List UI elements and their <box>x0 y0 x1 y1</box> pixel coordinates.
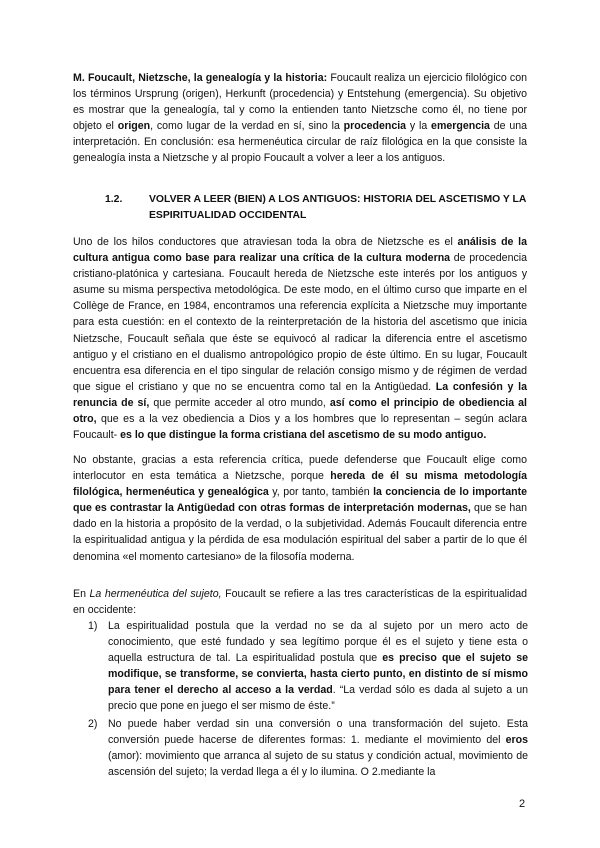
paragraph-hermeneutics-intro <box>73 586 527 618</box>
bold-phrase: hereda de él su misma metodología filológica, hermenéutica y genealógica <box>73 470 527 499</box>
page-number: 2 <box>519 798 526 810</box>
bold-term-procedencia: procedencia <box>343 120 407 133</box>
book-title: La hermenéutica del sujeto, <box>89 588 222 600</box>
bold-term-origen: origen <box>117 120 151 133</box>
paragraph-antiquity <box>73 234 527 443</box>
text-run: En <box>73 588 90 600</box>
bold-term-eros: eros <box>505 734 528 747</box>
bold-phrase: la conciencia de lo importante que es contrastar la Antigüedad con otras formas de interpretación modernas, <box>73 486 527 515</box>
bold-phrase: es lo que distingue la forma cristiana del ascetismo de su modo antiguo. <box>120 429 487 442</box>
list-marker: 2) <box>88 718 98 730</box>
text-run: No obstante, gracias a esta referencia crítica, puede defenderse que Foucault elige como interlocutor en esta temática a Nietzsche, porque <box>73 454 527 483</box>
bold-phrase: así como el principio de obediencia al otro, <box>73 396 527 426</box>
text-run: Foucault realiza un ejercicio filológico con los términos Ursprung (origen), Herkunft (procedencia) y Entstehung (emergencia). Su objetivo es mostrar que la genealogía, tal y como la entienden tanto Nietzsche como él, no tiene por objeto el <box>73 72 527 133</box>
text-run: No puede haber verdad sin una conversión o una transformación del sujeto. Esta conversión puede hacerse de diferentes formas: 1. mediante el movimiento del <box>108 718 528 747</box>
paragraph-genealogy <box>73 70 527 167</box>
text-run: de una interpretación. En conclusión: esa hermenéutica circular de raíz filológica en la que consiste la genealogía insta a Nietzsche y al propio Foucault a volver a leer a los antiguos. <box>73 120 528 165</box>
section-number: 1.2. <box>105 194 123 205</box>
text-run: (amor): movimiento que arranca al sujeto de su status y condición actual, movimiento de ascensión del sujeto; la verdad llega a él y lo ilumina. O 2.mediante la <box>108 750 528 779</box>
list-marker: 1) <box>88 620 98 632</box>
list-item-text <box>108 716 528 780</box>
paragraph-lead-title: M. Foucault, Nietzsche, la genealogía y la historia: <box>73 72 328 84</box>
text-run: que se han dado en la historia a propósito de la verdad, o la subjetividad. Además Foucault diferencia entre la espiritualidad antigua y la pérdida de esa modulación espiritual del saber a partir de lo que él denomina «el momento cartesiano» de la filosofía moderna. <box>73 502 528 563</box>
text-run: y la <box>406 120 432 133</box>
paragraph-methodology <box>73 452 527 565</box>
section-title: VOLVER A LEER (BIEN) A LOS ANTIGUOS: HISTORIA DEL ASCETISMO Y LA ESPIRITUALIDAD OCCIDENTAL <box>149 194 526 222</box>
bold-phrase: La confesión y la renuncia de sí, <box>73 380 527 409</box>
bold-term-emergencia: emergencia <box>431 120 490 133</box>
text-run: y, por tanto, también <box>268 486 374 499</box>
text-run: que permite acceder al otro mundo, <box>149 396 330 409</box>
text-run: Uno de los hilos conductores que atraviesan toda la obra de Nietzsche es el <box>73 236 458 248</box>
list-item-text <box>108 618 528 715</box>
text-run: , como lugar de la verdad en sí, sino la <box>150 120 344 133</box>
text-run: de procedencia cristiano-platónica y cartesiana. Foucault hereda de Nietzsche este interés por los antiguos y asume su misma perspectiva metodológica. De este modo, en el último curso que imparte en el Collège de France, en 1984, encontramos una referencia explícita a Nietzsche muy importante para esta cuestión: en el contexto de la reinterpretación de la historia del ascetismo que inicia Nietzsche, Foucault señala que éste se equivocó al radicar la diferencia entre el ascetismo antiguo y el cristiano en el dualismo antropológico propio de éste último. En su lugar, Foucault encuentra esa diferencia en el tipo singular de relación consigo mismo y de régimen de verdad que sigue el cristiano y que no se encuentra como tal en la Antigüedad. <box>73 252 527 393</box>
text-run: . “La verdad sólo es dada al sujeto a un precio que pone en juego el ser mismo de éste.” <box>108 684 529 713</box>
text-run: que es a la vez obediencia a Dios y a los hombres que lo representan – según aclara Foucault- <box>73 413 527 442</box>
text-run: Foucault se refiere a las tres características de la espiritualidad en occidente: <box>73 588 527 617</box>
bold-phrase: análisis de la cultura antigua como base para realizar una crítica de la cultura moderna <box>73 236 527 265</box>
text-run: La espiritualidad postula que la verdad no se da al sujeto por un mero acto de conocimiento, que esté fundado y sea legítimo porque él es el sujeto y tiene esta o aquella estructura de tal. La espiritualidad postula que <box>108 620 528 665</box>
bold-phrase: es preciso que el sujeto se modifique, se transforme, se convierta, hasta cierto punto, en distinto de sí mismo para tener el derecho al acceso a la verdad <box>108 652 528 697</box>
